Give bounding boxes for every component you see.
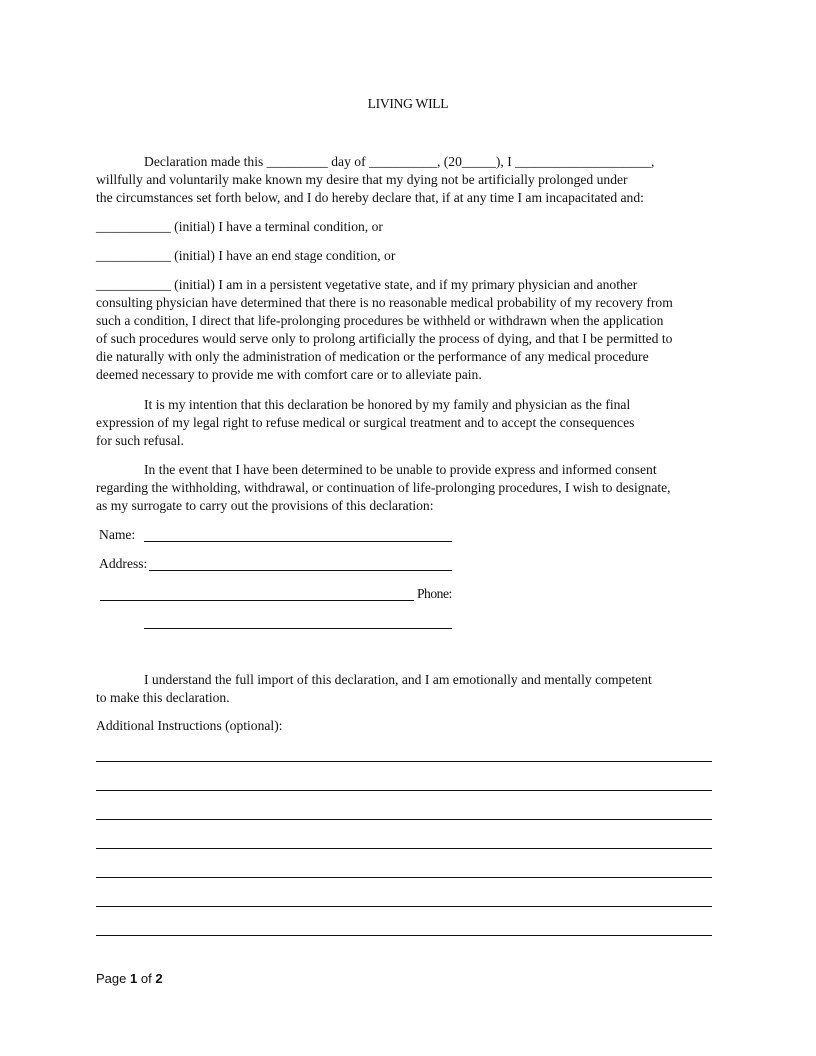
condition-vegetative-line-1: ___________ (initial) I am in a persistent vegetative state, and if my primary physician and another <box>96 277 638 292</box>
condition-vegetative-line-4: of such procedures would serve only to prolong artificially the process of dying, and that I be permitted to <box>96 331 673 346</box>
name-label: Name: <box>99 527 136 542</box>
condition-vegetative-line-2: consulting physician have determined that there is no reasonable medical probability of my recovery from <box>96 295 673 310</box>
address-field-line-2[interactable] <box>100 600 414 601</box>
additional-instructions-label: Additional Instructions (optional): <box>96 718 283 733</box>
condition-end-stage: ___________ (initial) I have an end stage condition, or <box>96 248 396 263</box>
instruction-line[interactable] <box>96 877 712 878</box>
instruction-line[interactable] <box>96 848 712 849</box>
condition-vegetative-line-3: such a condition, I direct that life-prolonging procedures be withheld or withdrawn when the application <box>96 313 664 328</box>
instruction-line[interactable] <box>96 819 712 820</box>
address-field[interactable] <box>149 570 452 571</box>
understand-line-2: to make this declaration. <box>96 690 230 705</box>
surrogate-line-2: regarding the withholding, withdrawal, or continuation of life-prolonging procedures, I wish to designate, <box>96 480 671 495</box>
surrogate-line-3: as my surrogate to carry out the provisions of this declaration: <box>96 498 434 513</box>
page-number <box>96 971 163 986</box>
declaration-line-1: Declaration made this _________ day of __________, (20_____), I ____________________, <box>144 154 655 169</box>
intention-line-3: for such refusal. <box>96 433 184 448</box>
declaration-line-3: the circumstances set forth below, and I do hereby declare that, if at any time I am incapacitated and: <box>96 190 644 205</box>
condition-vegetative-line-5: die naturally with only the administration of medication or the performance of any medical procedure <box>96 349 649 364</box>
surrogate-line-1: In the event that I have been determined to be unable to provide express and informed consent <box>144 462 657 477</box>
page-current: 1 <box>130 971 138 986</box>
address-label: Address: <box>99 556 148 571</box>
name-field[interactable] <box>144 541 452 542</box>
intention-line-1: It is my intention that this declaration be honored by my family and physician as the final <box>144 397 631 412</box>
declaration-line-2: willfully and voluntarily make known my desire that my dying not be artificially prolonged under <box>96 172 628 187</box>
of-word: of <box>140 971 152 986</box>
intention-line-2: expression of my legal right to refuse medical or surgical treatment and to accept the consequences <box>96 415 635 430</box>
phone-field[interactable] <box>144 628 452 629</box>
instruction-line[interactable] <box>96 906 712 907</box>
page-total: 2 <box>155 971 163 986</box>
instruction-line[interactable] <box>96 790 712 791</box>
instruction-line[interactable] <box>96 935 712 936</box>
understand-line-1: I understand the full import of this declaration, and I am emotionally and mentally competent <box>144 672 652 687</box>
page-title: LIVING WILL <box>367 96 449 111</box>
condition-terminal: ___________ (initial) I have a terminal condition, or <box>96 219 383 234</box>
page-word: Page <box>96 971 127 986</box>
instruction-line[interactable] <box>96 761 712 762</box>
condition-vegetative-line-6: deemed necessary to provide me with comfort care or to alleviate pain. <box>96 367 482 382</box>
phone-label: Phone: <box>417 586 452 601</box>
